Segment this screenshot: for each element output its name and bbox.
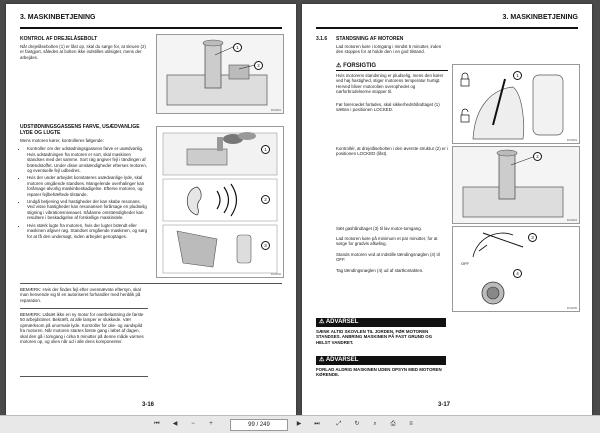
print-icon[interactable]: ⎙ <box>390 421 396 427</box>
bullet-item: • Kontroller om der udstødningsgassens farve er usædvanlig. Hvis udstødningen fra motoren er sort, skal maskinen standses med det samme. Sort røg angiver fejl i tändingen af brændstoffet. Under disse omstændigheder efterses motoren, og eventuelle fejl udbedres. <box>27 146 148 173</box>
note: BEMÆRK: Hvis der findes fejl efter ovennævnte eftersyn, skal man henvende sig til en autoriseret forhandler med henblik på reparation. <box>20 287 141 303</box>
swivel-lock-drawing <box>453 147 579 223</box>
page-indicator-input[interactable]: 99 / 249 <box>230 419 288 431</box>
page-number: 3-16 <box>142 402 155 408</box>
section-body <box>20 138 148 241</box>
callout-1: 1 <box>233 43 242 52</box>
figure-id: FIG0002 <box>270 273 281 276</box>
menu-icon[interactable]: ≡ <box>409 421 413 427</box>
callout-3: 3 <box>528 233 537 242</box>
caution-title: FORSIGTIG <box>343 63 377 69</box>
divider <box>20 283 282 284</box>
section-number: 3.1.6 <box>316 36 328 42</box>
step-text: Tag tændingsnøglen (4) ud af startkontakten. <box>336 268 424 273</box>
last-page-button[interactable]: ⏭ <box>314 421 320 427</box>
section-intro: Mens motoren kører, kontrolleres følgende: <box>20 138 104 143</box>
step-text: Før føreroedet forlades, skal sikkerhedshåndtaget (1) sættes i positionen LOCKED. <box>336 102 440 113</box>
divider <box>20 308 148 309</box>
step-text: Sæt gashåndtaget (3) til lav motor-tomgang. <box>336 226 422 231</box>
section-title: KONTROL AF DREJELÅSEBOLT <box>20 36 98 42</box>
zoom-out-button[interactable]: − <box>191 421 195 427</box>
caution-block <box>336 62 448 95</box>
figure-id: FIG0003 <box>566 139 577 142</box>
page-header: 3. MASKINBETJENING <box>20 14 282 29</box>
warning-header <box>316 356 446 365</box>
throttle-key-figure <box>452 226 580 312</box>
page-number: 3-17 <box>438 402 451 408</box>
swivel-lock-drawing <box>157 35 283 113</box>
section-intro: Lad motoren køre i tomgang i mindst 5 minutter, inden den stoppes for at holde den i en god tilstand. <box>336 44 442 55</box>
callout-4: 4 <box>513 269 522 278</box>
callout-1: 1 <box>513 71 522 80</box>
warning-header <box>316 318 446 327</box>
callout-2: 2 <box>261 195 270 204</box>
warning-block <box>316 318 446 347</box>
left-page <box>6 4 296 416</box>
swivel-lock-figure <box>452 146 580 224</box>
callout-3: 3 <box>261 241 270 250</box>
swivel-lock-figure <box>156 34 284 114</box>
inspection-figure <box>156 126 284 278</box>
fit-page-icon[interactable]: ⤢ <box>336 421 342 427</box>
figure-id: FIG0005 <box>566 307 577 310</box>
warning-triangle-icon: ⚠ <box>319 319 325 325</box>
step-text: Stands motoren ved at indstille tændingsnøglen (4) til OFF. <box>336 252 440 263</box>
divider <box>20 376 148 377</box>
bullet-item: • Hvis stærk lugte fra motoren, hvis der lugter brændt eller maskinen afgiver røg. Standset omgående maskinen, og sørg for at få den undersøgt, inden arbejdet genoptages. <box>27 223 148 239</box>
warning-block <box>316 356 446 380</box>
bullet-item: • Hvis der under arbejdet konstateres usædvanlige lyde, skal motoren omgående standses. Mangelende overhalinger kan forårsage alvorlig maskinbeskadigelse. Efterse motoren, og reparer fejlbehæftede tilstande. <box>27 175 148 197</box>
step-text: Lad motoren køre på minimum et par minutter, for at sørge for gradvis afkøling. <box>336 236 438 247</box>
caution-triangle-icon: ⚠ <box>336 63 342 69</box>
callout-2: 2 <box>254 61 263 70</box>
figure-id: FIG0001 <box>270 109 281 112</box>
previous-page-button[interactable]: ◀ <box>172 421 178 427</box>
warning-text: FORLAD ALDRIG MASKINEN UDEN OPSYN MED MOTOREN KØRENDE. <box>316 367 442 378</box>
search-icon[interactable]: ⌕ <box>373 421 377 427</box>
viewer-toolbar <box>0 415 600 433</box>
right-page <box>302 4 592 416</box>
next-page-button[interactable]: ▶ <box>296 421 302 427</box>
warning-triangle-icon: ⚠ <box>319 357 325 363</box>
callout-1: 1 <box>261 145 270 154</box>
step-text: Kontrollér, at drejelåsebolten i den øverste struktur (2) er i positionen LOCKED (låst). <box>336 146 449 157</box>
rotate-icon[interactable]: ↻ <box>354 421 360 427</box>
caution-header <box>336 62 448 71</box>
callout-2: 2 <box>533 152 542 161</box>
section-text: Når drejelåsebolten (1) er låst op, skal du sørge for, at skruen (2) er fastgjort, således at bolten ikke indstilles utilsigtet, mens der arbejdes. <box>20 44 146 60</box>
off-label: OFF <box>461 261 469 266</box>
note: BEMÆRK: Udsæt ikke en ny motor for overbelastning de første 50 arbejdstimer. Bekræft, at alle lamper er slukkede. Vær opmærksom på unormale lyde. Kontroller for olie- og vandspild fra motoren. Når motoren startes første gang i løbet af dagen, skal den gå i tomgang i cirka 5 minutter på denne måde varmes motoren op, og olien når ud i alle dens komponenter. <box>20 312 144 345</box>
bullet-item: • Undgå betjening ved hastigheder der kan skabe resonans. Ved visse hastigheder kan resonansen forårsage en pludselig stigning i vibrationsniveauet. Sådanne omstændigheder kan resultere i beskadigelse af forskellige maskindele. <box>27 199 148 221</box>
warning-title: ADVARSEL <box>325 319 359 325</box>
warning-title: ADVARSEL <box>325 357 359 363</box>
safety-lever-figure <box>452 64 580 144</box>
first-page-button[interactable]: ⏮ <box>154 421 160 427</box>
section-title: UDSTØDNINGSGASSENS FARVE, USÆDVANLIGE LYDE OG LUGTE <box>20 124 140 136</box>
zoom-in-button[interactable]: + <box>209 421 213 427</box>
section-title: STANDSNING AF MOTOREN <box>336 36 404 42</box>
figure-id: FIG0004 <box>566 219 577 222</box>
page-header: 3. MASKINBETJENING <box>316 14 578 29</box>
warning-text: SÆNK ALTID SKOVLEN TIL JORDEN, FØR MOTOREN STANDSES. ANBRING MASKINEN PÅ FAST GRUND OG HELST VANDRET. <box>316 329 433 345</box>
caution-text: Hvis motorens standsning er pludselig, mens den kører ved høj hastighed, stiger motorens temperatur hurtigt. Herved bliver motorolien overophedet og nørforbrodelserne stopper til. <box>336 73 444 95</box>
